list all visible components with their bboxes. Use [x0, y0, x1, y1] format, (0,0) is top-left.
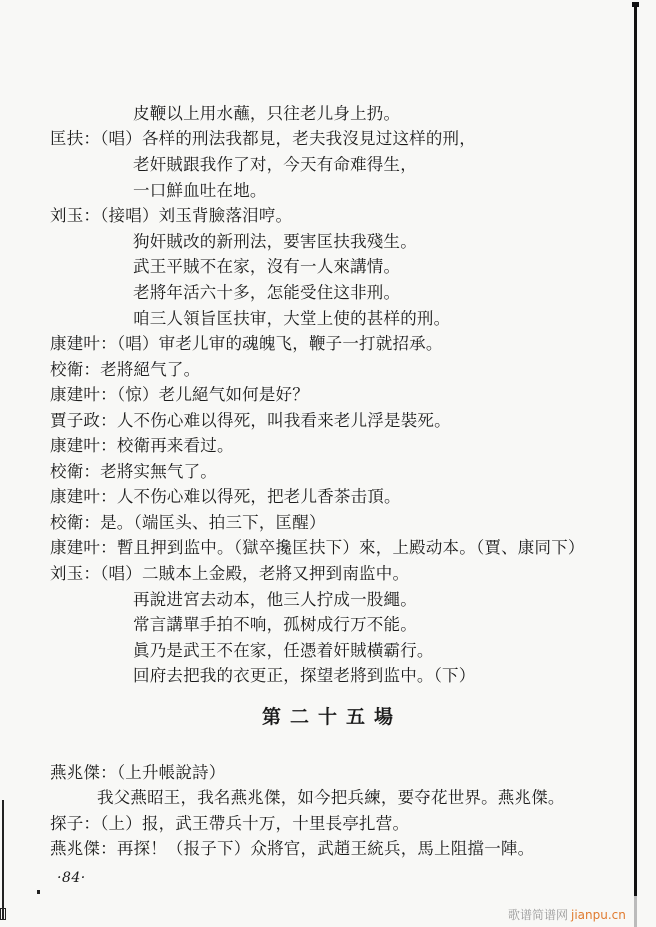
line-text: 常言講單手拍不响，孤树成行万不能。: [133, 615, 417, 634]
script-line: [133, 154, 417, 176]
line-text: 再探！（报子下）众將官，武趙王統兵，馬上阻擋一陣。: [116, 839, 535, 858]
script-line: [50, 359, 200, 381]
line-text: 回府去把我的衣更正，探望老將到监中。（下）: [133, 666, 476, 685]
line-text: 老將絕气了。: [100, 360, 201, 379]
speaker-label: 校衛：: [50, 360, 101, 379]
binding-rule-left: [2, 800, 4, 920]
watermark: [508, 906, 626, 923]
line-text: 是。（端匡头、拍三下，匡醒）: [100, 513, 326, 532]
line-text: 我父燕昭王，我名燕兆傑，如今把兵練，要夺花世界。燕兆傑。: [97, 788, 565, 807]
line-text: （唱）二賊本上金殿，老將又押到南监中。: [100, 564, 410, 583]
script-line: [50, 813, 409, 835]
line-text: 皮鞭以上用水蘸，只往老儿身上扔。: [133, 104, 401, 123]
line-text: 狗奸賊改的新刑法，要害匡扶我殘生。: [133, 232, 417, 251]
speaker-label: 刘玉：: [50, 564, 101, 583]
script-line: [50, 838, 534, 860]
watermark-cn: 歌谱简谱网: [508, 908, 569, 922]
line-text: （上升帳說詩）: [116, 763, 226, 782]
line-text: 老將年活六十多，怎能受住这非刑。: [133, 283, 401, 302]
script-line: [50, 486, 401, 508]
script-line: [133, 256, 400, 278]
speaker-label: 燕兆傑：: [50, 763, 117, 782]
line-text: （惊）老儿絕气如何是好？: [116, 385, 309, 404]
speaker-label: 康建叶：: [50, 538, 117, 557]
line-text: 人不伤心难以得死，叫我看来老儿浮是裝死。: [116, 411, 451, 430]
script-line: [50, 537, 585, 559]
line-text: （上）报，武王帶兵十万，十里長亭扎营。: [100, 814, 410, 833]
line-text: （接唱）刘玉背臉落泪哼。: [100, 206, 293, 225]
line-text: 咱三人領旨匡扶审，大堂上使的甚样的刑。: [133, 309, 451, 328]
script-line: [133, 231, 417, 253]
line-text: 一口鮮血吐在地。: [133, 181, 267, 200]
line-text: （唱）各样的刑法我都見，老夫我沒見过这样的刑，: [100, 129, 476, 148]
speaker-label: 刘玉：: [50, 206, 101, 225]
script-line: [50, 563, 409, 585]
line-text: 老將实無气了。: [100, 462, 218, 481]
line-text: （唱）审老儿审的魂魄飞，鞭子一打就招承。: [116, 334, 443, 353]
script-line: [133, 180, 267, 202]
line-text: 人不伤心难以得死，把老儿香茶击頂。: [116, 487, 401, 506]
binding-rule-tail: [634, 896, 637, 927]
speaker-label: 賈子政：: [50, 411, 117, 430]
script-line: [50, 512, 326, 534]
script-line: [50, 762, 225, 784]
script-line: [50, 410, 451, 432]
script-line: [50, 461, 217, 483]
line-text: 再說进宮去动本，他三人拧成一股繩。: [133, 590, 417, 609]
line-text: 暫且押到监中。（獄卒攙匡扶下）來，上殿动本。（賈、康同下）: [116, 538, 585, 557]
ink-speck: [37, 890, 40, 894]
script-line: [97, 787, 565, 809]
script-line: [50, 128, 476, 150]
script-line: [133, 308, 450, 330]
speaker-label: 匡扶：: [50, 129, 101, 148]
script-line: [133, 103, 400, 125]
script-line: [133, 640, 434, 662]
line-text: 眞乃是武王不在家，任憑着奸賊橫霸行。: [133, 641, 434, 660]
watermark-en: jianpu.cn: [571, 908, 626, 922]
script-line: [50, 435, 234, 457]
speaker-label: 康建叶：: [50, 334, 117, 353]
script-line: [133, 589, 417, 611]
page-number: ·84·: [57, 870, 86, 886]
scene-title: 第二十五場: [261, 706, 402, 728]
script-line: [133, 665, 475, 687]
speaker-label: 校衛：: [50, 513, 101, 532]
speaker-label: 康建叶：: [50, 385, 117, 404]
script-line: [50, 384, 309, 406]
speaker-label: 燕兆傑：: [50, 839, 117, 858]
binding-rule-corner: [0, 908, 6, 920]
script-line: [50, 205, 292, 227]
line-text: 老奸賊跟我作了对，今天有命难得生，: [133, 155, 417, 174]
binding-rule-right: [634, 4, 637, 899]
speaker-label: 康建叶：: [50, 487, 117, 506]
line-text: 武王平賊不在家，沒有一人來講情。: [133, 257, 401, 276]
speaker-label: 康建叶：: [50, 436, 117, 455]
speaker-label: 探子：: [50, 814, 101, 833]
speaker-label: 校衛：: [50, 462, 101, 481]
script-line: [133, 614, 417, 636]
line-text: 校衛再来看过。: [116, 436, 234, 455]
script-line: [50, 333, 443, 355]
script-line: [133, 282, 400, 304]
